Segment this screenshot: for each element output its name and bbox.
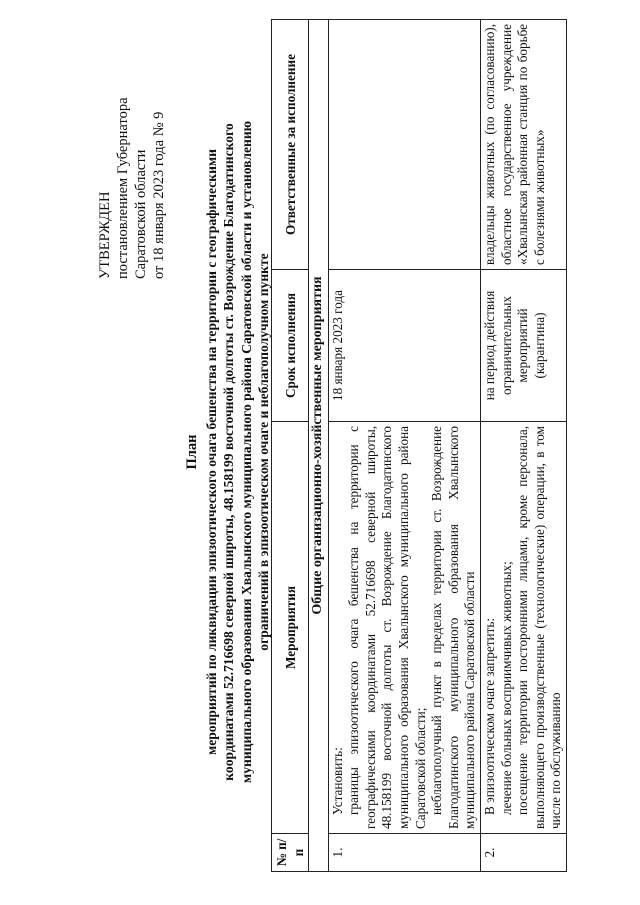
row-num: 2. <box>480 834 566 872</box>
activities-table <box>271 19 567 872</box>
row-activity <box>480 422 566 834</box>
section-row <box>309 20 329 872</box>
row-responsible: владельцы животных (по согласованию), областное государственное учреждение «Хвалынская районная станция по борьбе с болезнями животных» <box>480 20 566 270</box>
approval-line-1: постановлением Губернатора <box>115 97 131 279</box>
approval-line-3: от 18 января 2023 года № 9 <box>151 111 167 279</box>
row-term: 18 января 2023 года <box>328 270 480 422</box>
header-term: Срок исполнения <box>272 270 309 422</box>
title-plan: План <box>184 434 200 470</box>
section-title: Общие организационно-хозяйственные мероприятия <box>309 20 329 872</box>
row-activity <box>328 422 480 834</box>
header-activity: Мероприятия <box>272 422 309 834</box>
title-line-4: ограничений в эпизоотическом очаге и неблагополучном пункте <box>256 253 272 651</box>
header-num: № п/п <box>272 834 309 872</box>
activity-paragraph: границы эпизоотического очага бешенства на территории с географическими координатами 52.716698 северной широты, 48.158199 восточной долготы ст. Возрождение Благодатинского муниципального образования Хвалынского муниципального района Саратовской области; <box>346 426 428 829</box>
table-row <box>328 20 480 872</box>
row-num: 1. <box>328 834 480 872</box>
title-line-2: координатами 52.716698 северной широты, 48.158199 восточной долготы ст. Возрождение Благодатинского <box>221 123 237 781</box>
document-title <box>184 39 273 865</box>
activity-paragraph: неблагополучный пункт в пределах территории ст. Возрождение Благодатинского муниципального образования Хвалынского муниципального района Саратовской области <box>429 426 478 829</box>
approval-block <box>96 39 168 279</box>
row-term: на период действия ограничительных мероприятий (карантина) <box>480 270 566 422</box>
table-row <box>480 20 566 872</box>
title-line-3: муниципального образования Хвалынского муниципального района Саратовской области и установлению <box>238 120 254 784</box>
title-line-1: мероприятий по ликвидации эпизоотического очага бешенства на территории с географическими <box>203 148 219 756</box>
row-responsible <box>328 20 480 270</box>
approval-heading: УТВЕРЖДЕН <box>97 191 113 279</box>
header-responsible: Ответственные за исполнение <box>272 20 309 270</box>
approval-line-2: Саратовской области <box>133 149 149 279</box>
activity-paragraph: лечение больных восприимчивых животных; <box>498 561 514 815</box>
activity-paragraph: В эпизоотическом очаге запретить: <box>481 618 497 815</box>
activity-paragraph: Установить: <box>329 747 345 815</box>
table-header-row <box>272 20 309 872</box>
activity-paragraph: посещение территории посторонними лицами, кроме персонала, выполняющего производственные (технологические) операции, в том числе по обслуживанию <box>515 426 564 829</box>
